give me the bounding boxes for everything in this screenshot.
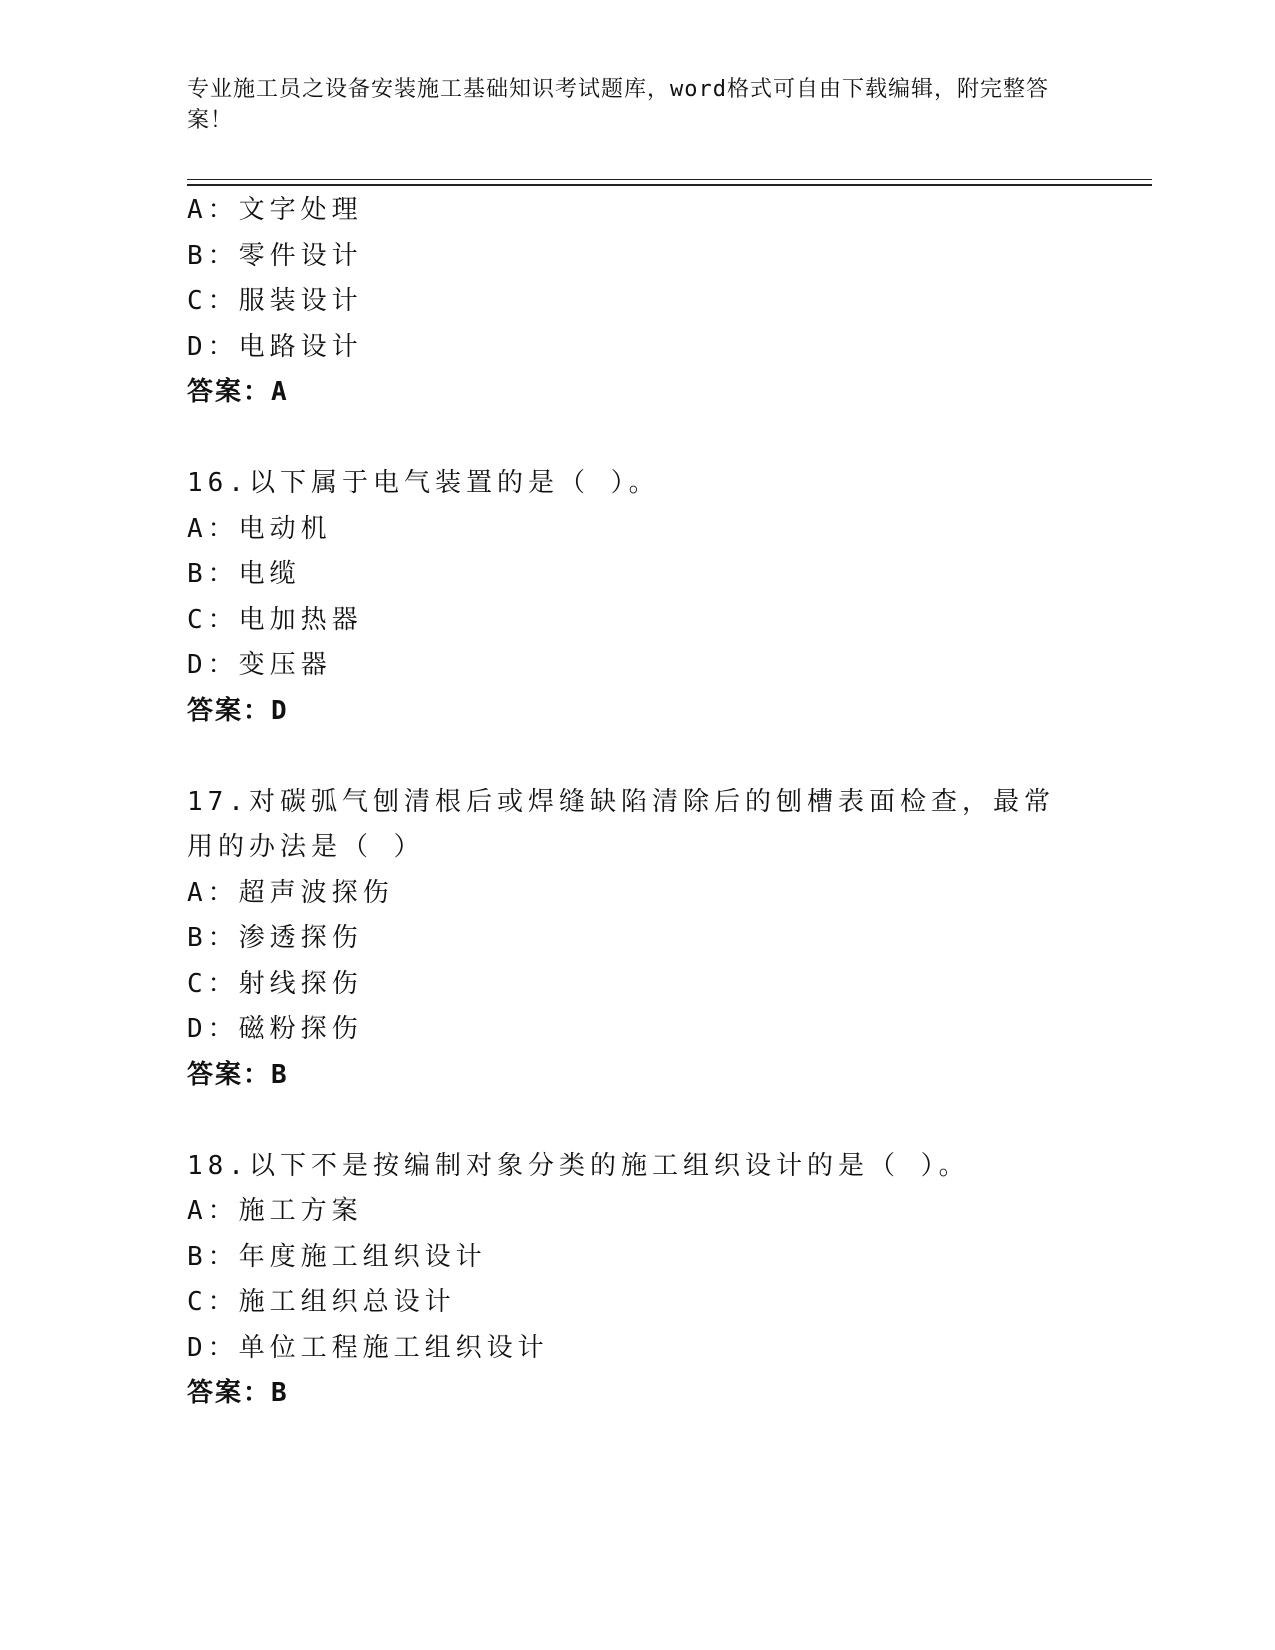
- option-a: A：文字处理: [187, 195, 363, 225]
- option-d: D：电路设计: [187, 331, 363, 362]
- option-c: C：射线探伤: [187, 968, 363, 999]
- question-text: 17.对碳弧气刨清根后或焊缝缺陷清除后的刨槽表面检查，最常用的办法是（ ）: [187, 786, 1055, 862]
- option-a: A：电动机: [187, 513, 332, 544]
- spacer: [187, 416, 1067, 462]
- option-c: C：服装设计: [187, 286, 363, 316]
- option-d: D：单位工程施工组织设计: [187, 1332, 549, 1363]
- question-block-17: [187, 780, 1067, 1099]
- option-a: A：超声波探伤: [187, 877, 394, 908]
- option-d: D：磁粉探伤: [187, 1014, 363, 1044]
- option-b: B：年度施工组织设计: [187, 1241, 487, 1272]
- answer-line: 答案：B: [187, 1059, 289, 1090]
- header-divider-bottom: [187, 184, 1152, 186]
- question-text: 18.以下不是按编制对象分类的施工组织设计的是（ ）。: [187, 1150, 970, 1181]
- answer-line: 答案：B: [187, 1378, 289, 1408]
- header-divider-top: [187, 179, 1152, 180]
- spacer: [187, 1098, 1067, 1144]
- question-block-16: [187, 461, 1067, 734]
- answer-line: 答案：A: [187, 377, 289, 407]
- option-b: B：零件设计: [187, 240, 363, 271]
- option-b: B：电缆: [187, 559, 301, 589]
- question-block-18: [187, 1144, 1067, 1417]
- option-c: C：电加热器: [187, 604, 363, 635]
- option-a: A：施工方案: [187, 1196, 363, 1226]
- question-block-15: [187, 188, 1067, 416]
- option-c: C：施工组织总设计: [187, 1287, 456, 1317]
- spacer: [187, 734, 1067, 780]
- option-b: B：渗透探伤: [187, 923, 363, 953]
- document-header: 专业施工员之设备安装施工基础知识考试题库，word格式可自由下载编辑，附完整答案！: [187, 77, 1049, 133]
- answer-line: 答案：D: [187, 695, 289, 726]
- question-text: 16.以下属于电气装置的是（ ）。: [187, 468, 660, 498]
- question-list: [187, 188, 1067, 1417]
- option-d: D：变压器: [187, 650, 332, 680]
